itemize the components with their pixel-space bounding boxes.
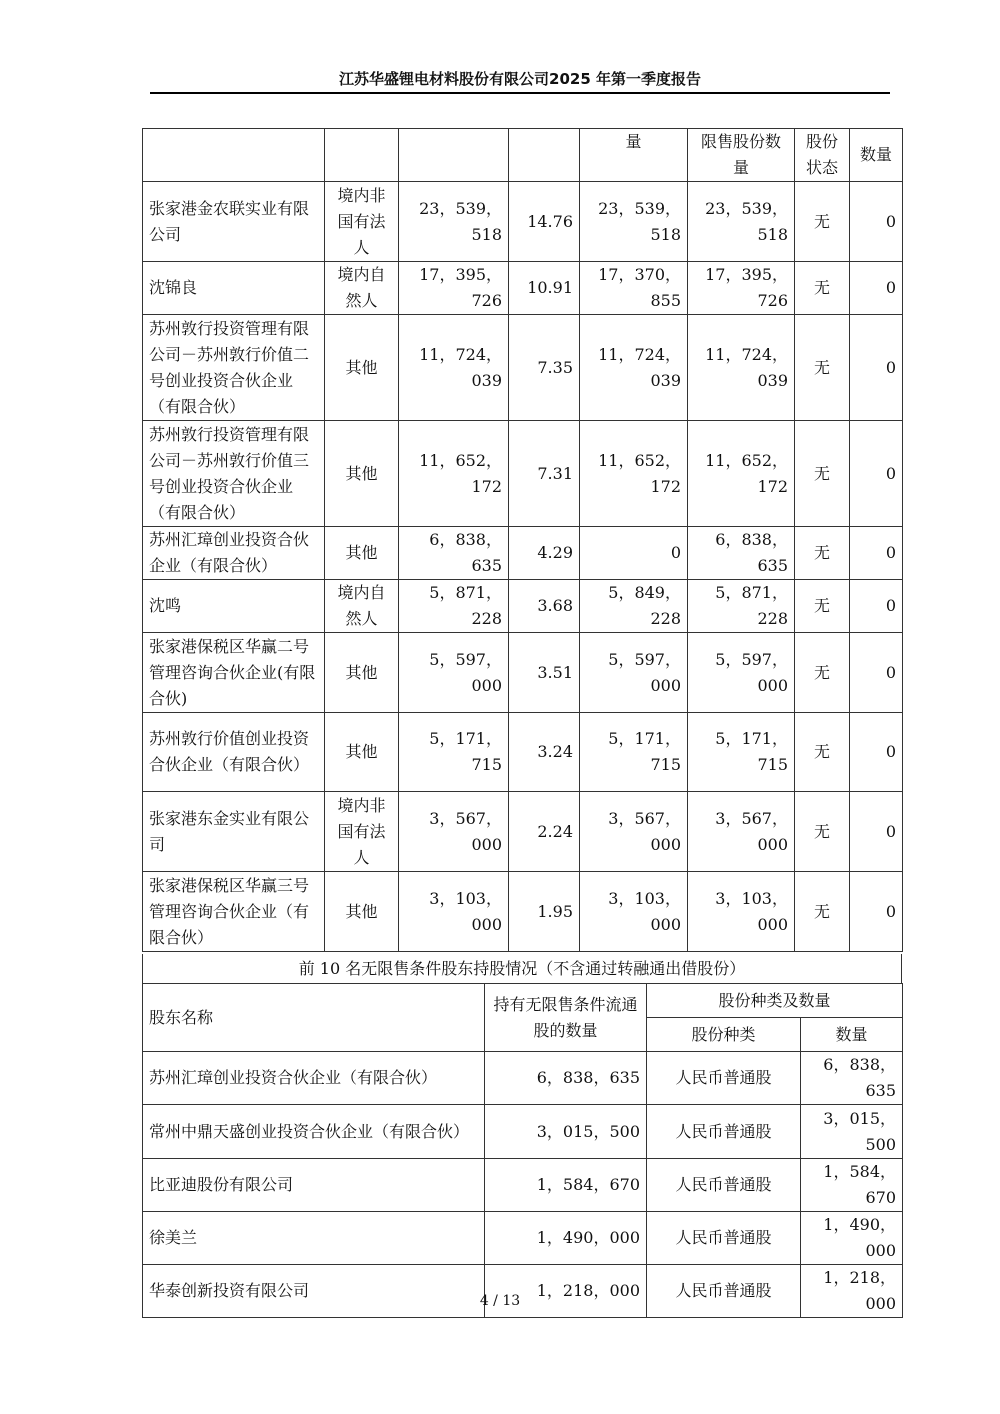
unrestricted-section-title: 前 10 名无限售条件股东持股情况（不含通过转融通出借股份） (298, 959, 746, 978)
header-cell-nature (325, 129, 399, 182)
holder-status: 无 (795, 182, 850, 262)
page-number: 4 / 13 (479, 1293, 521, 1309)
holder-nature: 其他 (325, 421, 399, 527)
holder-ratio: 4.29 (509, 527, 580, 580)
holder-name: 张家港保税区华赢三号管理咨询合伙企业（有限合伙） (143, 872, 325, 952)
holder-shares: 5，871，228 (399, 580, 509, 633)
header-rule (150, 92, 890, 94)
unrestricted-holder-type: 人民币普通股 (647, 1212, 801, 1265)
holder-pledge-qty: 0 (850, 182, 903, 262)
holder-shares: 23，539，518 (399, 182, 509, 262)
report-header-title: 江苏华盛锂电材料股份有限公司2025 年第一季度报告 (339, 70, 701, 88)
holder-shares: 11，652，172 (399, 421, 509, 527)
holder-restricted-incl-lending: 0 (580, 527, 688, 580)
header-cell-status: 股份状态 (795, 129, 850, 182)
holder-pledge-qty: 0 (850, 527, 903, 580)
unrestricted-holder-qty: 1，218，000 (801, 1265, 903, 1318)
holder-status: 无 (795, 527, 850, 580)
table-row (143, 792, 903, 872)
holder-status: 无 (795, 713, 850, 792)
unrestricted-holder-name: 徐美兰 (143, 1212, 485, 1265)
unrestricted-holder-tradable: 1，490，000 (485, 1212, 647, 1265)
col-header-name: 股东名称 (143, 984, 485, 1052)
holder-restricted-incl-lending: 3，567，000 (580, 792, 688, 872)
top-holders-header-row (143, 129, 903, 182)
holder-restricted-incl-lending: 11，652，172 (580, 421, 688, 527)
col-header-type-group: 股份种类及数量 (647, 984, 903, 1018)
holder-restricted-incl-lending: 17，370，855 (580, 262, 688, 315)
holder-ratio: 1.95 (509, 872, 580, 952)
holder-restricted: 3，103，000 (688, 872, 795, 952)
header-cell-restricted-incl-lending: 量 (580, 129, 688, 182)
holder-restricted-incl-lending: 3，103，000 (580, 872, 688, 952)
table-row (143, 182, 903, 262)
table-row (143, 1105, 903, 1159)
holder-shares: 17，395，726 (399, 262, 509, 315)
table-row (143, 1265, 903, 1318)
col-header-qty: 数量 (801, 1018, 903, 1052)
holder-status: 无 (795, 421, 850, 527)
holder-name: 张家港金农联实业有限公司 (143, 182, 325, 262)
holder-pledge-qty: 0 (850, 315, 903, 421)
holder-restricted-incl-lending: 11，724，039 (580, 315, 688, 421)
holder-restricted-incl-lending: 5，849，228 (580, 580, 688, 633)
holder-pledge-qty: 0 (850, 872, 903, 952)
holder-ratio: 7.31 (509, 421, 580, 527)
holder-name: 沈锦良 (143, 262, 325, 315)
unrestricted-holder-name: 常州中鼎天盛创业投资合伙企业（有限合伙） (143, 1105, 485, 1159)
holder-restricted: 23，539，518 (688, 182, 795, 262)
holder-ratio: 2.24 (509, 792, 580, 872)
holder-shares: 3，103，000 (399, 872, 509, 952)
holder-restricted: 11，724，039 (688, 315, 795, 421)
table-row (143, 1052, 903, 1105)
table-row (143, 633, 903, 713)
holder-name: 苏州敦行投资管理有限公司－苏州敦行价值二号创业投资合伙企业（有限合伙） (143, 315, 325, 421)
holder-name: 沈鸣 (143, 580, 325, 633)
holder-nature: 境内自然人 (325, 580, 399, 633)
holder-shares: 5，171，715 (399, 713, 509, 792)
unrestricted-holder-tradable: 6，838，635 (485, 1052, 647, 1105)
unrestricted-holder-qty: 3，015，500 (801, 1105, 903, 1159)
holder-status: 无 (795, 872, 850, 952)
holder-name: 苏州敦行投资管理有限公司－苏州敦行价值三号创业投资合伙企业（有限合伙） (143, 421, 325, 527)
unrestricted-holder-qty: 1，584，670 (801, 1159, 903, 1212)
unrestricted-holder-qty: 1，490，000 (801, 1212, 903, 1265)
holder-nature: 其他 (325, 713, 399, 792)
holder-nature: 其他 (325, 633, 399, 713)
unrestricted-holder-qty: 6，838，635 (801, 1052, 903, 1105)
unrestricted-holder-name: 比亚迪股份有限公司 (143, 1159, 485, 1212)
top-holders-table (142, 128, 903, 952)
col-header-tradable: 持有无限售条件流通股的数量 (485, 984, 647, 1052)
holder-nature: 境内非国有法人 (325, 792, 399, 872)
unrestricted-holders-body (142, 983, 903, 1318)
header-cell-restricted: 限售股份数量 (688, 129, 795, 182)
unrestricted-section-title-wrap (142, 954, 902, 983)
holder-nature: 其他 (325, 315, 399, 421)
holder-restricted: 3，567，000 (688, 792, 795, 872)
holder-nature: 境内自然人 (325, 262, 399, 315)
unrestricted-holder-tradable: 1，218，000 (485, 1265, 647, 1318)
unrestricted-holder-type: 人民币普通股 (647, 1105, 801, 1159)
unrestricted-header-row-1 (143, 984, 903, 1018)
holder-restricted: 11，652，172 (688, 421, 795, 527)
holder-restricted: 5，171，715 (688, 713, 795, 792)
unrestricted-holder-type: 人民币普通股 (647, 1265, 801, 1318)
col-header-type: 股份种类 (647, 1018, 801, 1052)
holder-nature: 境内非国有法人 (325, 182, 399, 262)
header-cell-name (143, 129, 325, 182)
table-row (143, 580, 903, 633)
holder-ratio: 14.76 (509, 182, 580, 262)
holder-restricted: 6，838，635 (688, 527, 795, 580)
table-row (143, 713, 903, 792)
holder-shares: 11，724，039 (399, 315, 509, 421)
table-row (143, 262, 903, 315)
holder-shares: 6，838，635 (399, 527, 509, 580)
holder-name: 张家港保税区华赢二号管理咨询合伙企业(有限合伙) (143, 633, 325, 713)
unrestricted-holder-type: 人民币普通股 (647, 1052, 801, 1105)
holder-pledge-qty: 0 (850, 421, 903, 527)
holder-pledge-qty: 0 (850, 792, 903, 872)
holder-nature: 其他 (325, 527, 399, 580)
holder-pledge-qty: 0 (850, 713, 903, 792)
holder-status: 无 (795, 792, 850, 872)
holder-shares: 3，567，000 (399, 792, 509, 872)
unrestricted-holder-type: 人民币普通股 (647, 1159, 801, 1212)
table-row (143, 1212, 903, 1265)
holder-restricted-incl-lending: 5，597，000 (580, 633, 688, 713)
holder-name: 张家港东金实业有限公司 (143, 792, 325, 872)
holder-restricted: 5，871，228 (688, 580, 795, 633)
unrestricted-holder-name: 苏州汇璋创业投资合伙企业（有限合伙） (143, 1052, 485, 1105)
holder-status: 无 (795, 315, 850, 421)
header-cell-shares (399, 129, 509, 182)
header-cell-pledge-qty: 数量 (850, 129, 903, 182)
holder-pledge-qty: 0 (850, 633, 903, 713)
unrestricted-holder-name: 华泰创新投资有限公司 (143, 1265, 485, 1318)
holder-name: 苏州敦行价值创业投资合伙企业（有限合伙） (143, 713, 325, 792)
table-row (143, 527, 903, 580)
holder-restricted: 5，597，000 (688, 633, 795, 713)
holder-name: 苏州汇璋创业投资合伙企业（有限合伙） (143, 527, 325, 580)
holder-status: 无 (795, 262, 850, 315)
holder-pledge-qty: 0 (850, 580, 903, 633)
holder-ratio: 3.51 (509, 633, 580, 713)
holder-pledge-qty: 0 (850, 262, 903, 315)
holder-ratio: 3.68 (509, 580, 580, 633)
holder-nature: 其他 (325, 872, 399, 952)
holder-shares: 5，597，000 (399, 633, 509, 713)
holder-ratio: 3.24 (509, 713, 580, 792)
holder-restricted-incl-lending: 5，171，715 (580, 713, 688, 792)
unrestricted-holder-tradable: 1，584，670 (485, 1159, 647, 1212)
holder-status: 无 (795, 580, 850, 633)
header-cell-ratio (509, 129, 580, 182)
holder-ratio: 10.91 (509, 262, 580, 315)
unrestricted-holder-tradable: 3，015，500 (485, 1105, 647, 1159)
holder-restricted-incl-lending: 23，539，518 (580, 182, 688, 262)
table-row (143, 872, 903, 952)
table-row (143, 1159, 903, 1212)
holder-ratio: 7.35 (509, 315, 580, 421)
holder-restricted: 17，395，726 (688, 262, 795, 315)
table-row (143, 421, 903, 527)
holder-status: 无 (795, 633, 850, 713)
table-row (143, 315, 903, 421)
